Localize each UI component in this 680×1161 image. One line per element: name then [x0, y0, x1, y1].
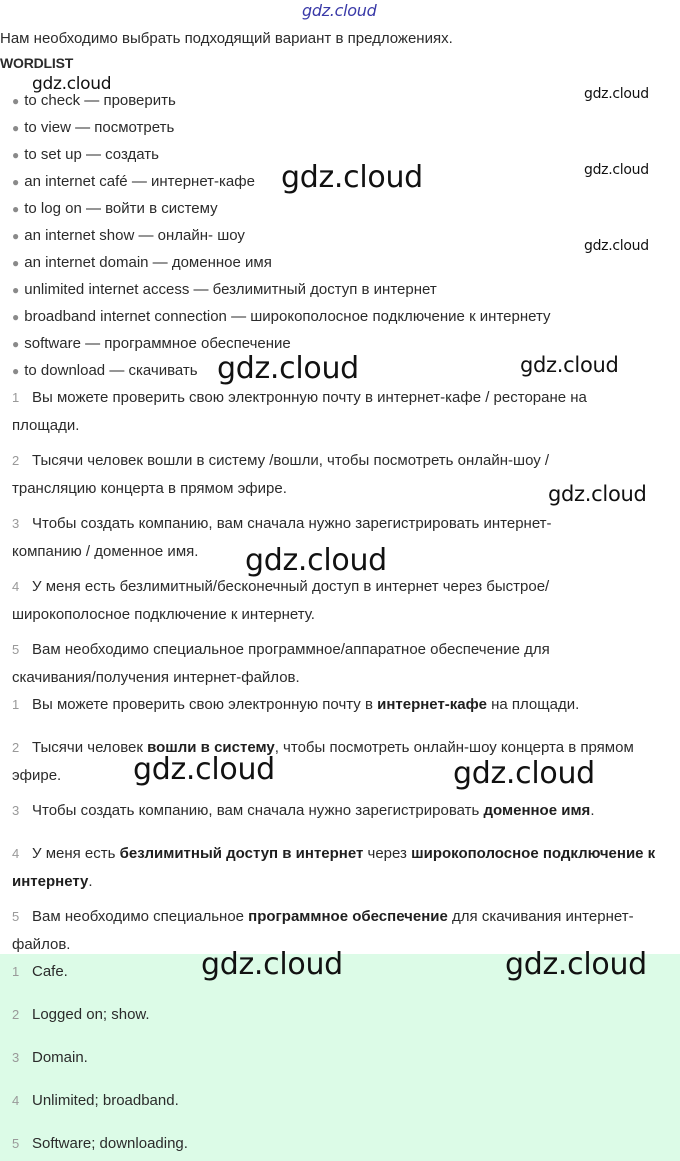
wordlist-item: ● to download — скачивать: [12, 362, 198, 379]
watermark: gdz.cloud: [505, 947, 647, 982]
watermark: gdz.cloud: [584, 86, 649, 102]
bullet-icon: ●: [12, 121, 20, 135]
solution-item: 2 Тысячи человек вошли в систему, чтобы посмотреть онлайн-шоу концерта в прямом эфире.: [12, 739, 634, 784]
wordlist-item: ● an internet café — интернет-кафе: [12, 173, 255, 190]
translation-item: 5 Вам необходимо специальное программное/аппаратное обеспечение для скачивания/получения интернет-файлов.: [12, 641, 550, 686]
watermark: gdz.cloud: [217, 351, 359, 386]
wordlist-item: ● software — программное обеспечение: [12, 335, 291, 352]
wordlist-heading: WORDLIST: [0, 55, 74, 71]
solution-item: 5 Вам необходимо специальное программное обеспечение для скачивания интернет-файлов.: [12, 908, 634, 953]
watermark: gdz.cloud: [453, 756, 595, 791]
bullet-icon: ●: [12, 283, 20, 297]
watermark: gdz.cloud: [584, 162, 649, 178]
answer-item: 3 Domain.: [12, 1049, 88, 1066]
bullet-icon: ●: [12, 94, 20, 108]
bullet-icon: ●: [12, 256, 20, 270]
watermark: gdz.cloud: [245, 543, 387, 578]
translation-item: 1 Вы можете проверить свою электронную почту в интернет-кафе / ресторане на площади.: [12, 389, 587, 434]
answer-item: 1 Cafe.: [12, 963, 68, 980]
watermark: gdz.cloud: [133, 752, 275, 787]
translation-item: 3 Чтобы создать компанию, вам сначала нужно зарегистрировать интернет- компанию / доменное имя.: [12, 515, 552, 560]
wordlist-item: ● to set up — создать: [12, 146, 159, 163]
bullet-icon: ●: [12, 229, 20, 243]
watermark: gdz.cloud: [584, 238, 649, 254]
wordlist-item: ● unlimited internet access — безлимитный доступ в интернет: [12, 281, 437, 298]
wordlist-item: ● to view — посмотреть: [12, 119, 175, 136]
translation-item: 2 Тысячи человек вошли в систему /вошли, чтобы посмотреть онлайн-шоу / трансляцию концерта в прямом эфире.: [12, 452, 550, 497]
solution-item: 3 Чтобы создать компанию, вам сначала нужно зарегистрировать доменное имя.: [12, 802, 595, 819]
watermark: gdz.cloud: [548, 482, 647, 506]
answers-panel: [0, 954, 680, 1161]
bullet-icon: ●: [12, 148, 20, 162]
solution-item: 1 Вы можете проверить свою электронную почту в интернет-кафе на площади.: [12, 696, 580, 713]
bullet-icon: ●: [12, 202, 20, 216]
wordlist-item: ● to check — проверить: [12, 92, 176, 109]
answer-item: 5 Software; downloading.: [12, 1135, 188, 1152]
watermark: gdz.cloud: [302, 1, 377, 20]
answer-item: 4 Unlimited; broadband.: [12, 1092, 179, 1109]
watermark: gdz.cloud: [32, 74, 112, 94]
bullet-icon: ●: [12, 310, 20, 324]
bullet-icon: ●: [12, 175, 20, 189]
watermark: gdz.cloud: [281, 160, 423, 195]
wordlist-item: ● an internet show — онлайн- шоу: [12, 227, 245, 244]
wordlist-item: ● to log on — войти в систему: [12, 200, 218, 217]
bullet-icon: ●: [12, 364, 20, 378]
translation-item: 4 У меня есть безлимитный/бесконечный доступ в интернет через быстрое/ широкополосное подключение к интернету.: [12, 578, 550, 623]
watermark: gdz.cloud: [520, 353, 619, 377]
watermark: gdz.cloud: [201, 947, 343, 982]
intro-text: Нам необходимо выбрать подходящий вариант в предложениях.: [0, 30, 453, 47]
answer-item: 2 Logged on; show.: [12, 1006, 150, 1023]
solution-item: 4 У меня есть безлимитный доступ в интернет через широкополосное подключение к интернету.: [12, 845, 656, 890]
wordlist-item: ● an internet domain — доменное имя: [12, 254, 272, 271]
bullet-icon: ●: [12, 337, 20, 351]
wordlist-item: ● broadband internet connection — широкополосное подключение к интернету: [12, 308, 551, 325]
